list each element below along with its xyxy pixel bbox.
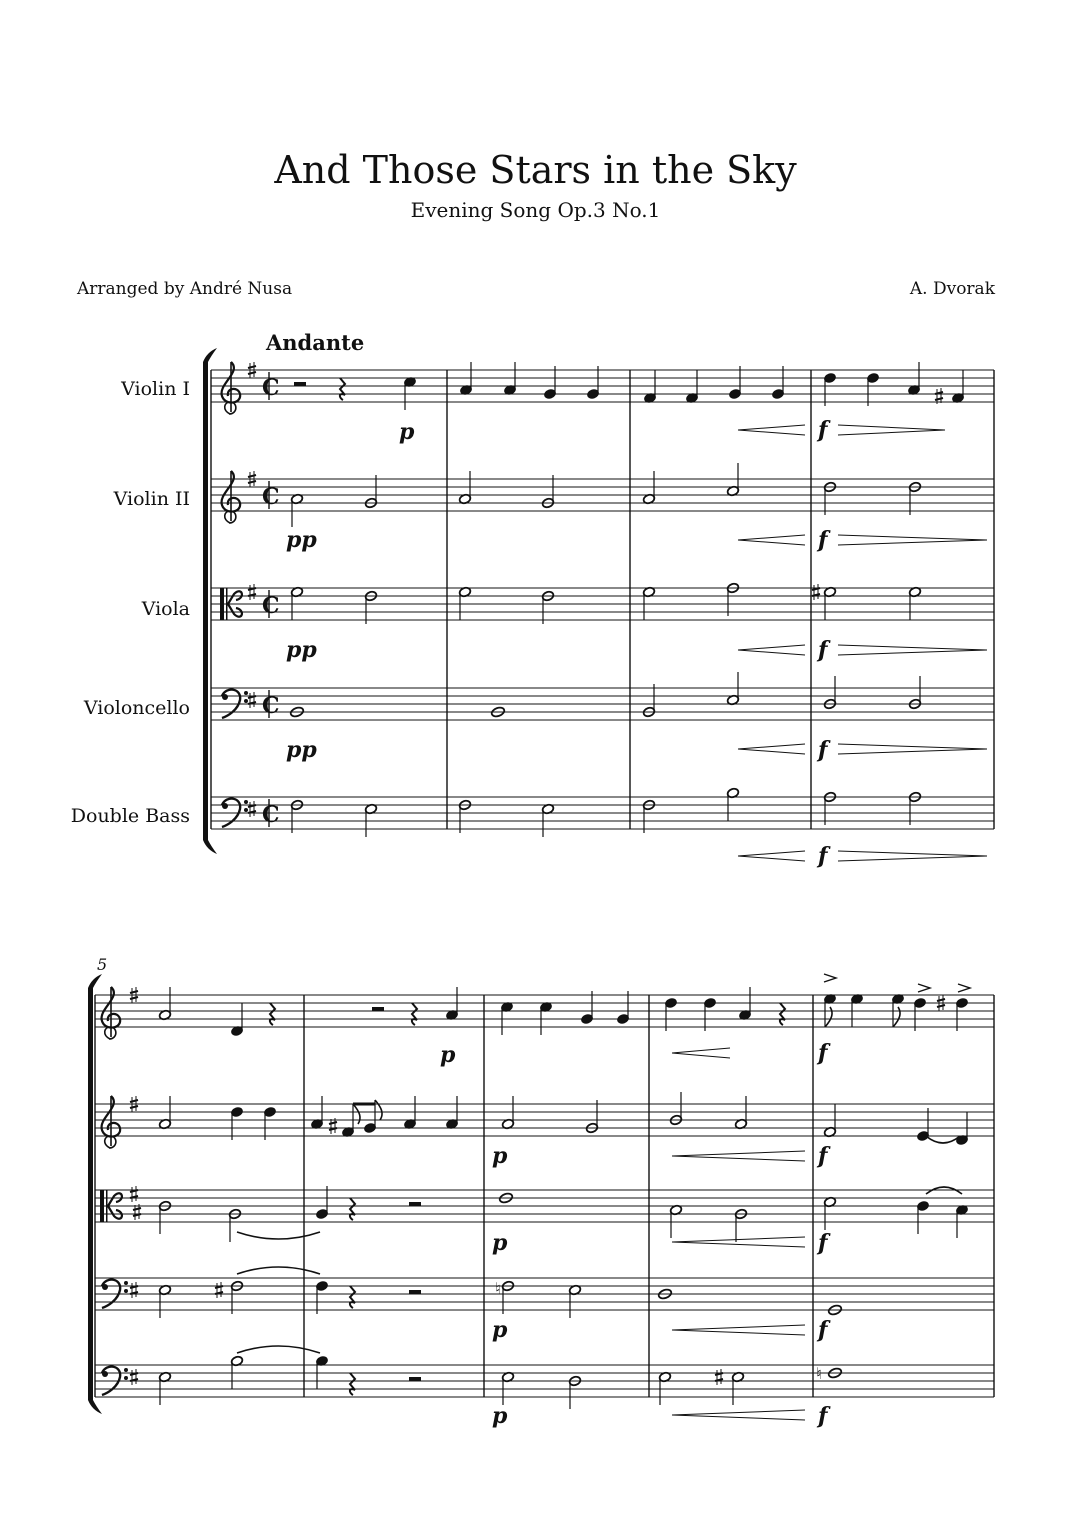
- half-note: [290, 586, 303, 620]
- bracket-top-hook: [203, 348, 217, 362]
- sharp-bar: [935, 398, 943, 400]
- accidental-natural: ♮: [816, 1364, 822, 1383]
- quarter-note: [907, 362, 920, 396]
- time-signature: C: [262, 693, 280, 719]
- dynamic-f: f: [818, 527, 828, 553]
- alto-clef-bar-thick: [100, 1190, 104, 1222]
- time-signature: C: [262, 375, 280, 401]
- hairpin-line: [738, 430, 805, 435]
- quarter-note: [315, 1280, 328, 1314]
- quarter-rest: [780, 1003, 785, 1025]
- half-note: [908, 791, 921, 825]
- half-note: [642, 799, 655, 833]
- quarter-note: [500, 1001, 513, 1035]
- dynamic-f: f: [818, 737, 828, 763]
- dynamic-f: f: [818, 1317, 828, 1343]
- bass-clef-dot-main: [222, 694, 228, 700]
- crescendo-hairpin: [738, 425, 805, 435]
- quarter-rest: [350, 1373, 355, 1395]
- diminuendo-hairpin: [838, 744, 987, 754]
- accent-mark: [824, 974, 836, 982]
- half-note: [501, 1096, 514, 1130]
- half-note: [228, 1208, 241, 1242]
- alto-clef-upper: [228, 591, 242, 604]
- hairpin-line: [738, 856, 805, 861]
- bracket-bar: [88, 988, 93, 1400]
- accidental-sharp: [812, 584, 820, 600]
- half-note: [158, 987, 171, 1021]
- dynamic-f: f: [818, 1143, 828, 1169]
- half-note: [823, 586, 836, 620]
- quarter-note: [230, 1106, 243, 1140]
- hairpin-line: [738, 535, 805, 540]
- bass-clef-dot-main: [222, 803, 228, 809]
- sharp-bar: [130, 1100, 138, 1102]
- half-note: [541, 475, 554, 509]
- half-note: [568, 1375, 581, 1409]
- quarter-note: [403, 1096, 416, 1130]
- score-title: And Those Stars in the Sky: [274, 148, 797, 192]
- dynamic-f: f: [818, 637, 828, 663]
- dynamic-f: f: [818, 1040, 828, 1066]
- quarter-note: [503, 362, 516, 396]
- staff-system1-2: [211, 588, 994, 620]
- instrument-label-viola: Viola: [141, 598, 190, 620]
- half-note: [585, 1100, 598, 1134]
- half-note: [501, 1280, 514, 1314]
- diminuendo-hairpin: [838, 645, 987, 655]
- half-rest: [409, 1202, 421, 1206]
- key-signature-sharp: [248, 801, 256, 817]
- quarter-rest: [350, 1198, 355, 1220]
- quarter-note: [850, 993, 863, 1027]
- quarter-note: [955, 1112, 968, 1146]
- half-note: [731, 1371, 744, 1405]
- bass-clef-dot-upper: [244, 691, 248, 695]
- system-bracket: [203, 348, 217, 854]
- measure-number: 5: [97, 955, 108, 974]
- sharp-bar: [248, 481, 256, 483]
- quarter-note: [955, 997, 968, 1031]
- sharp-bar: [130, 997, 138, 999]
- tie: [926, 1136, 960, 1143]
- quarter-note: [403, 376, 416, 410]
- quarter-note: [685, 370, 698, 404]
- staff-system2-4: [95, 1365, 994, 1397]
- crescendo-hairpin: [672, 1048, 730, 1058]
- key-signature-sharp: [130, 1186, 138, 1202]
- half-note: [158, 1284, 171, 1318]
- half-note: [669, 1204, 682, 1238]
- half-note: [230, 1355, 243, 1389]
- quarter-note: [315, 1355, 328, 1389]
- quarter-note: [664, 997, 677, 1031]
- half-note: [669, 1092, 682, 1126]
- staff-system1-3: [211, 688, 994, 720]
- dynamic-p: p: [492, 1317, 508, 1343]
- half-note: [541, 803, 554, 837]
- quarter-note: [586, 366, 599, 400]
- quarter-note: [310, 1096, 323, 1130]
- half-note: [541, 590, 554, 624]
- hairpin-line: [738, 749, 805, 754]
- hairpin-line: [672, 1410, 805, 1415]
- dynamic-p: p: [492, 1403, 508, 1429]
- crescendo-hairpin: [672, 1151, 805, 1161]
- crescendo-hairpin: [672, 1325, 805, 1335]
- half-note: [364, 803, 377, 837]
- accent-mark: [958, 984, 970, 992]
- half-note: [642, 684, 655, 718]
- half-note: [290, 493, 303, 527]
- crescendo-hairpin: [672, 1237, 805, 1247]
- sharp-bar: [937, 1005, 945, 1007]
- instrument-label-double-bass: Double Bass: [70, 805, 190, 827]
- hairpin-line: [672, 1415, 805, 1420]
- half-note: [158, 1096, 171, 1130]
- half-note: [823, 1196, 836, 1230]
- hairpin-line: [672, 1151, 805, 1156]
- crescendo-hairpin: [738, 744, 805, 754]
- quarter-note: [916, 1200, 929, 1234]
- half-note: [908, 676, 921, 710]
- hairpin-line: [738, 744, 805, 749]
- accidental-sharp: [715, 1369, 723, 1385]
- crescendo-hairpin: [738, 535, 805, 545]
- quarter-note: [913, 997, 926, 1031]
- hairpin-line: [738, 645, 805, 650]
- hairpin-line: [838, 749, 987, 754]
- half-note: [823, 791, 836, 825]
- note-flag: [825, 1007, 832, 1027]
- eighth-note: [823, 993, 836, 1027]
- hairpin-line: [672, 1330, 805, 1335]
- quarter-note: [539, 1001, 552, 1035]
- note-flag: [893, 1007, 900, 1027]
- half-note: [726, 463, 739, 497]
- hairpin-line: [838, 540, 987, 545]
- diminuendo-hairpin: [838, 425, 945, 435]
- tie: [237, 1346, 320, 1353]
- dynamic-pp: pp: [286, 737, 317, 763]
- quarter-note: [616, 991, 629, 1025]
- note-flag: [353, 1104, 360, 1124]
- bass-clef-dot-lower: [244, 699, 248, 703]
- half-note: [458, 799, 471, 833]
- half-rest: [409, 1290, 421, 1294]
- dynamic-f: f: [818, 417, 828, 443]
- dynamic-pp: pp: [286, 527, 317, 553]
- half-note: [290, 799, 303, 833]
- quarter-note: [230, 1003, 243, 1037]
- quarter-note: [445, 987, 458, 1021]
- quarter-note: [315, 1186, 328, 1220]
- time-signature: C: [262, 802, 280, 828]
- half-note: [908, 481, 921, 515]
- hairpin-line: [672, 1156, 805, 1161]
- hairpin-line: [672, 1048, 730, 1053]
- tie: [237, 1267, 320, 1274]
- sharp-bar: [133, 1208, 141, 1210]
- quarter-note: [543, 366, 556, 400]
- half-note: [908, 586, 921, 620]
- alto-clef-bar-thick: [220, 588, 224, 620]
- quarter-note: [263, 1106, 276, 1140]
- key-signature-sharp: [248, 692, 256, 708]
- half-note: [823, 481, 836, 515]
- alto-clef-bar-thin: [106, 1190, 108, 1222]
- quarter-note: [738, 987, 751, 1021]
- key-signature-sharp: [248, 584, 256, 600]
- half-note: [823, 676, 836, 710]
- half-note: [458, 471, 471, 505]
- half-note: [642, 586, 655, 620]
- hairpin-line: [738, 851, 805, 856]
- quarter-rest: [270, 1003, 275, 1025]
- time-signature: C: [262, 593, 280, 619]
- half-rest: [372, 1007, 384, 1011]
- time-signature: C: [262, 484, 280, 510]
- accent-mark: [918, 984, 930, 992]
- bass-clef-dot-upper: [124, 1368, 128, 1372]
- instrument-label-violin-1: Violin I: [121, 378, 190, 400]
- sharp-bar: [130, 1106, 138, 1108]
- bass-clef-dot-lower: [124, 1376, 128, 1380]
- bass-clef-dot-main: [102, 1284, 108, 1290]
- half-note: [501, 1371, 514, 1405]
- bracket-top-hook: [88, 974, 102, 988]
- hairpin-line: [838, 851, 987, 856]
- quarter-note: [771, 366, 784, 400]
- sharp-bar: [937, 999, 945, 1001]
- dynamic-p: p: [492, 1230, 508, 1256]
- staff-system1-1: [211, 479, 994, 511]
- hairpin-line: [838, 650, 987, 655]
- half-note: [658, 1371, 671, 1405]
- quarter-note: [445, 1096, 458, 1130]
- quarter-note: [459, 362, 472, 396]
- quarter-rest: [340, 378, 345, 400]
- accidental-natural: ♮: [495, 1279, 501, 1298]
- quarter-note: [955, 1204, 968, 1238]
- hairpin-line: [672, 1053, 730, 1058]
- hairpin-line: [738, 540, 805, 545]
- alto-clef-lower: [108, 1206, 122, 1219]
- sharp-bar: [248, 366, 256, 368]
- note-flag: [375, 1100, 382, 1120]
- dynamic-p: p: [399, 419, 415, 445]
- crescendo-hairpin: [738, 645, 805, 655]
- half-rest: [294, 382, 306, 386]
- half-note: [726, 787, 739, 821]
- half-note: [458, 586, 471, 620]
- staff-system2-1: [95, 1104, 994, 1136]
- instrument-label-violin-2: Violin II: [113, 488, 190, 510]
- score-subtitle: Evening Song Op.3 No.1: [410, 198, 661, 222]
- hairpin-line: [672, 1242, 805, 1247]
- composer-credit: A. Dvorak: [909, 279, 995, 299]
- sharp-bar: [248, 475, 256, 477]
- half-note: [734, 1096, 747, 1130]
- diminuendo-hairpin: [838, 535, 987, 545]
- alto-clef-bar-thin: [226, 588, 228, 620]
- half-note: [726, 582, 739, 616]
- half-note: [158, 1371, 171, 1405]
- tie: [237, 1232, 320, 1239]
- bass-clef-dot-upper: [124, 1281, 128, 1285]
- sharp-bar: [130, 991, 138, 993]
- dynamic-p: p: [492, 1143, 508, 1169]
- hairpin-line: [838, 430, 945, 435]
- quarter-note: [823, 372, 836, 406]
- key-signature-sharp: [130, 1369, 138, 1385]
- quarter-note: [580, 991, 593, 1025]
- half-rest: [409, 1377, 421, 1381]
- bracket-bottom-hook: [203, 840, 217, 854]
- bass-clef-dot-lower: [124, 1289, 128, 1293]
- dynamic-f: f: [818, 843, 828, 869]
- quarter-note: [951, 370, 964, 404]
- bass-clef-dot-upper: [244, 800, 248, 804]
- hairpin-line: [838, 425, 945, 430]
- hairpin-line: [738, 650, 805, 655]
- dynamic-p: p: [440, 1042, 456, 1068]
- half-note: [568, 1284, 581, 1318]
- half-note: [364, 475, 377, 509]
- bracket-bottom-hook: [88, 1400, 102, 1414]
- hairpin-line: [838, 744, 987, 749]
- hairpin-line: [672, 1237, 805, 1242]
- instrument-label-violoncello: Violoncello: [83, 697, 190, 719]
- eighth-note: [891, 993, 904, 1027]
- quarter-note: [703, 997, 716, 1031]
- hairpin-line: [672, 1325, 805, 1330]
- quarter-rest: [350, 1286, 355, 1308]
- crescendo-hairpin: [672, 1410, 805, 1420]
- quarter-note: [643, 370, 656, 404]
- key-signature-sharp: [130, 1282, 138, 1298]
- half-note: [734, 1208, 747, 1242]
- bass-clef-dot-lower: [244, 808, 248, 812]
- dynamic-f: f: [818, 1403, 828, 1429]
- half-note: [642, 471, 655, 505]
- quarter-rest: [412, 1003, 417, 1025]
- hairpin-line: [838, 856, 987, 861]
- alto-clef-upper: [108, 1193, 122, 1206]
- quarter-note: [728, 366, 741, 400]
- sharp-bar: [248, 372, 256, 374]
- hairpin-line: [838, 535, 987, 540]
- arranger-credit: Arranged by André Nusa: [77, 279, 293, 299]
- hairpin-line: [738, 425, 805, 430]
- bracket-bar: [203, 362, 208, 840]
- half-note: [726, 672, 739, 706]
- half-note: [230, 1280, 243, 1314]
- staff-system1-4: [211, 797, 994, 829]
- tempo-marking: Andante: [266, 330, 365, 355]
- quarter-note: [866, 372, 879, 406]
- sharp-bar: [329, 1122, 337, 1124]
- half-note: [823, 1104, 836, 1138]
- half-note: [364, 590, 377, 624]
- hairpin-line: [838, 645, 987, 650]
- staff-system2-3: [95, 1278, 994, 1310]
- diminuendo-hairpin: [838, 851, 987, 861]
- alto-clef-lower: [228, 604, 242, 617]
- dynamic-f: f: [818, 1230, 828, 1256]
- eighth-note: [341, 1104, 360, 1138]
- accidental-sharp: [215, 1282, 223, 1298]
- bass-clef-dot-main: [102, 1371, 108, 1377]
- dynamic-pp: pp: [286, 637, 317, 663]
- half-note: [158, 1200, 171, 1234]
- crescendo-hairpin: [738, 851, 805, 861]
